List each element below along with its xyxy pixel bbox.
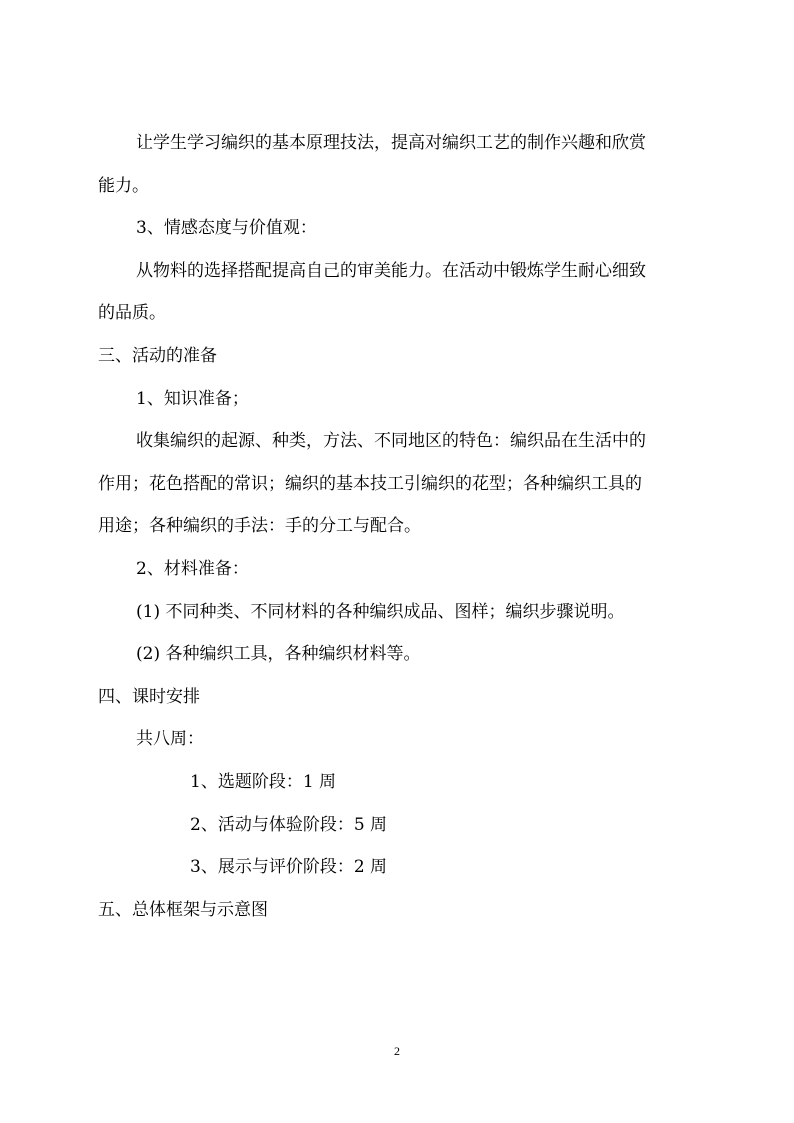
schedule-item: 1、选题阶段：1 周	[190, 772, 337, 792]
paragraph-line: 让学生学习编织的基本原理技法，提高对编织工艺的制作兴趣和欣赏	[136, 133, 646, 153]
paragraph-line: 能力。	[98, 176, 149, 196]
paragraph-line: 收集编织的起源、种类，方法、不同地区的特色：编织品在生活中的	[136, 431, 646, 451]
section-subheading: 3、情感态度与价值观：	[136, 218, 317, 238]
paragraph-line: 的品质。	[98, 303, 166, 323]
schedule-item: 3、展示与评价阶段：2 周	[190, 857, 388, 877]
section-heading: 五、总体框架与示意图	[98, 900, 268, 920]
section-heading: 三、活动的准备	[98, 346, 217, 366]
list-item: (2) 各种编织工具，各种编织材料等。	[136, 644, 421, 664]
schedule-item: 2、活动与体验阶段：5 周	[190, 815, 388, 835]
paragraph-line: 用途；各种编织的手法：手的分工与配合。	[98, 516, 421, 536]
paragraph-line: 从物料的选择搭配提高自己的审美能力。在活动中锻炼学生耐心细致	[136, 261, 646, 281]
page-number: 2	[394, 1044, 400, 1058]
list-item: (1) 不同种类、不同材料的各种编织成品、图样；编织步骤说明。	[136, 602, 625, 622]
paragraph-line: 共八周：	[136, 729, 204, 749]
section-subheading: 2、材料准备：	[136, 559, 249, 579]
paragraph-line: 作用；花色搭配的常识；编织的基本技工引编织的花型；各种编织工具的	[98, 474, 642, 494]
section-subheading: 1、知识准备；	[136, 389, 249, 409]
section-heading: 四、课时安排	[98, 687, 200, 707]
